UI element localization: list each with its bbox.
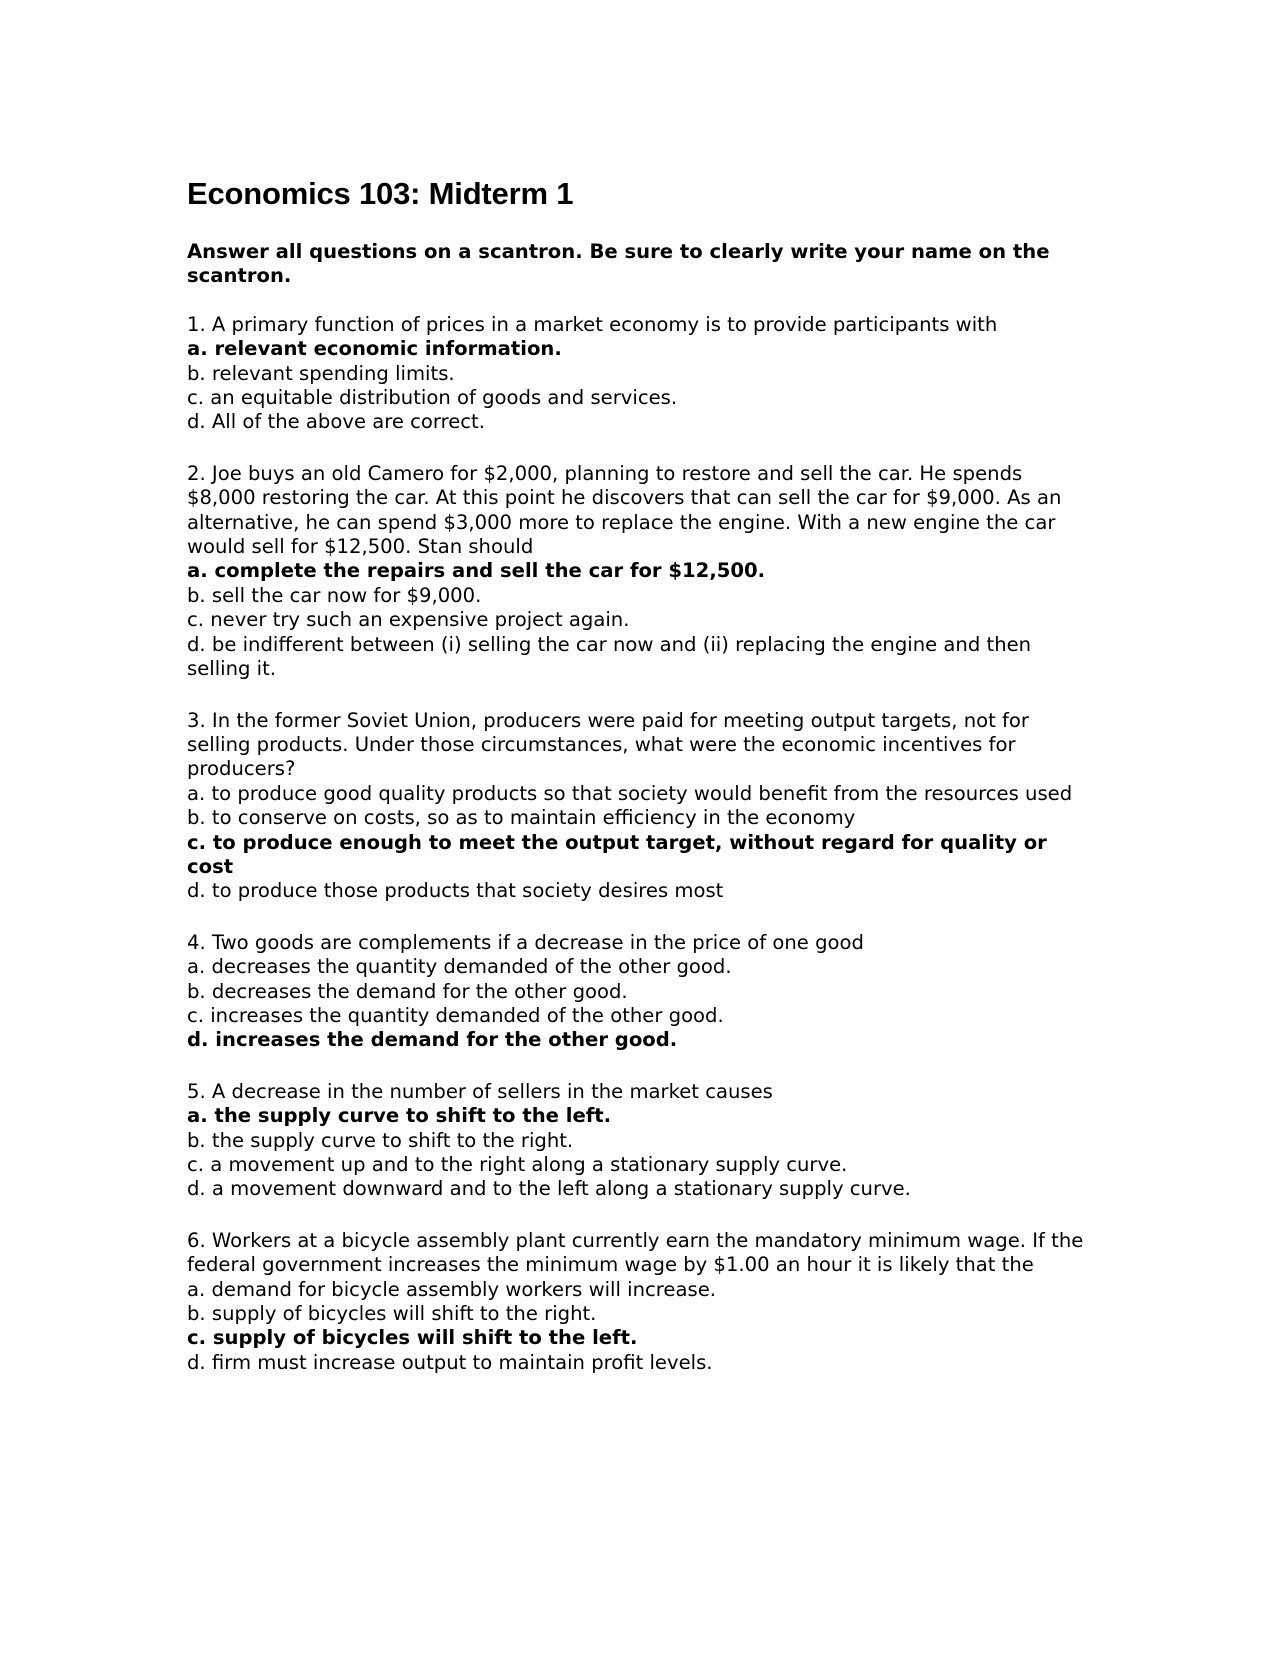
answer-option: c. supply of bicycles will shift to the left. — [187, 1326, 638, 1350]
question-stem: 2. Joe buys an old Camero for $2,000, planning to restore and sell the car. He spends $8,000 restoring the car. At this point he discovers that can sell the car for $9,000. As an alternative, he can spend $3,000 more to replace the engine. With a new engine the car would sell for $12,500. Stan should — [187, 461, 1062, 559]
question-3 — [187, 709, 1092, 904]
answer-option: a. complete the repairs and sell the car for $12,500. — [187, 559, 766, 583]
question-stem: 1. A primary function of prices in a market economy is to provide participants with — [187, 312, 998, 336]
exam-instructions: Answer all questions on a scantron. Be sure to clearly write your name on the scantron. — [187, 240, 1050, 288]
question-stem: 6. Workers at a bicycle assembly plant currently earn the mandatory minimum wage. If the federal government increases the minimum wage by $1.00 an hour it is likely that the — [187, 1228, 1084, 1277]
answer-option: c. an equitable distribution of goods and services. — [187, 386, 678, 410]
answer-option: a. the supply curve to shift to the left. — [187, 1104, 612, 1128]
answer-option: b. decreases the demand for the other good. — [187, 979, 628, 1003]
question-stem: 3. In the former Soviet Union, producers were paid for meeting output targets, not for selling products. Under those circumstances, what were the economic incentives for producers? — [187, 708, 1029, 781]
answer-option: c. increases the quantity demanded of the other good. — [187, 1003, 724, 1027]
question-4 — [187, 931, 1092, 1053]
question-1 — [187, 313, 1092, 435]
answer-option: a. decreases the quantity demanded of the other good. — [187, 955, 732, 979]
answer-option: c. to produce enough to meet the output target, without regard for quality or cost — [187, 830, 1047, 878]
question-5 — [187, 1080, 1092, 1202]
answer-option: c. never try such an expensive project again. — [187, 608, 630, 632]
exam-title: Economics 103: Midterm 1 — [187, 176, 574, 211]
answer-option: d. be indifferent between (i) selling the car now and (ii) replacing the engine and then selling it. — [187, 632, 1032, 681]
answer-option: b. relevant spending limits. — [187, 361, 455, 385]
answer-option: d. to produce those products that society desires most — [187, 879, 724, 903]
answer-option: d. increases the demand for the other good. — [187, 1028, 678, 1052]
answer-option: a. demand for bicycle assembly workers will increase. — [187, 1277, 716, 1301]
answer-option: a. relevant economic information. — [187, 337, 562, 361]
answer-option: b. supply of bicycles will shift to the right. — [187, 1302, 597, 1326]
answer-option: a. to produce good quality products so that society would benefit from the resources used — [187, 781, 1073, 805]
answer-option: d. firm must increase output to maintain profit levels. — [187, 1350, 713, 1374]
answer-option: b. to conserve on costs, so as to maintain efficiency in the economy — [187, 806, 856, 830]
question-2 — [187, 462, 1092, 682]
answer-option: b. sell the car now for $9,000. — [187, 583, 482, 607]
question-stem: 5. A decrease in the number of sellers in the market causes — [187, 1079, 773, 1103]
answer-option: c. a movement up and to the right along a stationary supply curve. — [187, 1153, 848, 1176]
question-stem: 4. Two goods are complements if a decrease in the price of one good — [187, 930, 864, 954]
answer-option: d. All of the above are correct. — [187, 410, 485, 434]
exam-page — [187, 172, 1092, 1402]
answer-option: b. the supply curve to shift to the right. — [187, 1128, 574, 1152]
question-6 — [187, 1229, 1092, 1375]
answer-option: d. a movement downward and to the left along a stationary supply curve. — [187, 1177, 911, 1201]
